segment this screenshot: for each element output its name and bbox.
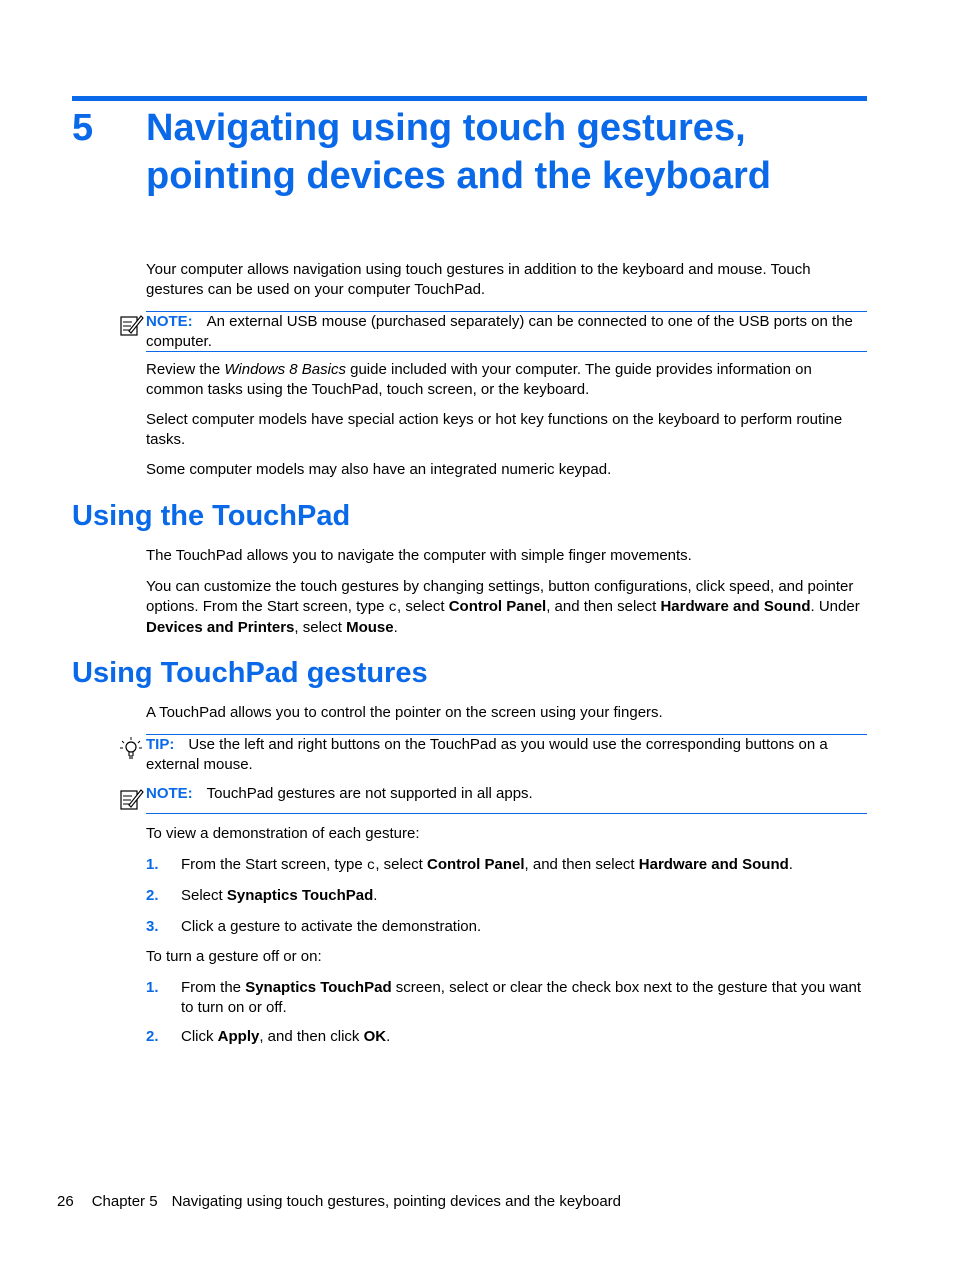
list-text: From the Synaptics TouchPad screen, select or clear the check box next to the gesture that you want to turn on or off.: [181, 979, 862, 1016]
touchpad-paragraph-2: You can customize the touch gestures by changing settings, button configurations, click speed, and pointer options. From the Start screen, type c, select Control Panel, and then select Hardware and Sound. Under Devices and Printers, select Mouse.: [146, 578, 860, 636]
list-text: Select Synaptics TouchPad.: [181, 887, 378, 904]
list-number: 1.: [146, 856, 159, 873]
gestures-paragraph-1: A TouchPad allows you to control the pointer on the screen using your fingers.: [146, 704, 663, 721]
toggle-intro: To turn a gesture off or on:: [146, 948, 322, 965]
tip-text: Use the left and right buttons on the TouchPad as you would use the corresponding buttons on a external mouse.: [146, 736, 828, 773]
note-label: NOTE:: [146, 785, 193, 802]
list-number: 2.: [146, 887, 159, 904]
list-text: Click Apply, and then click OK.: [181, 1028, 391, 1045]
note-text: An external USB mouse (purchased separately) can be connected to one of the USB ports on the computer.: [146, 313, 853, 350]
chapter-title-line2: pointing devices and the keyboard: [146, 155, 772, 197]
intro-paragraph-2: Review the Windows 8 Basics guide included with your computer. The guide provides information on common tasks using the TouchPad, touch screen, or the keyboard.: [146, 361, 812, 398]
note-pencil-icon: [118, 312, 144, 338]
demo-intro: To view a demonstration of each gesture:: [146, 825, 420, 842]
footer-chapter-label: Chapter 5: [91, 1193, 158, 1210]
note-callout-usb-mouse: [146, 311, 867, 352]
list-item: [146, 978, 867, 1018]
touchpad-paragraph-1: The TouchPad allows you to navigate the computer with simple finger movements.: [146, 547, 692, 564]
list-number: 1.: [146, 979, 159, 996]
intro-paragraph-3: Select computer models have special action keys or hot key functions on the keyboard to perform routine tasks.: [146, 411, 843, 448]
list-number: 2.: [146, 1028, 159, 1045]
note-pencil-icon: [118, 786, 144, 812]
tip-label: TIP:: [146, 736, 175, 753]
list-number: 3.: [146, 918, 159, 935]
lightbulb-icon: [118, 735, 144, 761]
typed-key-c: c: [388, 599, 398, 616]
note-callout-gestures-support: [146, 784, 867, 814]
chapter-number: 5: [72, 107, 94, 149]
intro-paragraph-1: Your computer allows navigation using touch gestures in addition to the keyboard and mouse. Touch gestures can be used on your computer TouchPad.: [146, 261, 811, 298]
section-heading-using-touchpad: Using the TouchPad: [72, 500, 351, 532]
page-footer: [57, 1192, 621, 1211]
note-label: NOTE:: [146, 313, 193, 330]
list-text: From the Start screen, type c, select Control Panel, and then select Hardware and Sound.: [181, 856, 793, 874]
section-heading-touchpad-gestures: Using TouchPad gestures: [72, 657, 428, 689]
tip-callout: [146, 734, 867, 775]
chapter-top-rule: [72, 96, 867, 101]
chapter-title-line1: Navigating using touch gestures,: [146, 107, 746, 149]
intro-paragraph-4: Some computer models may also have an integrated numeric keypad.: [146, 461, 612, 478]
footer-chapter-title: Navigating using touch gestures, pointing devices and the keyboard: [171, 1193, 622, 1210]
typed-key-c: c: [366, 858, 376, 874]
page-number: 26: [57, 1193, 74, 1210]
windows-basics-guide-title: Windows 8 Basics: [224, 361, 346, 378]
note-text: TouchPad gestures are not supported in all apps.: [206, 785, 533, 802]
list-text: Click a gesture to activate the demonstration.: [181, 918, 482, 935]
